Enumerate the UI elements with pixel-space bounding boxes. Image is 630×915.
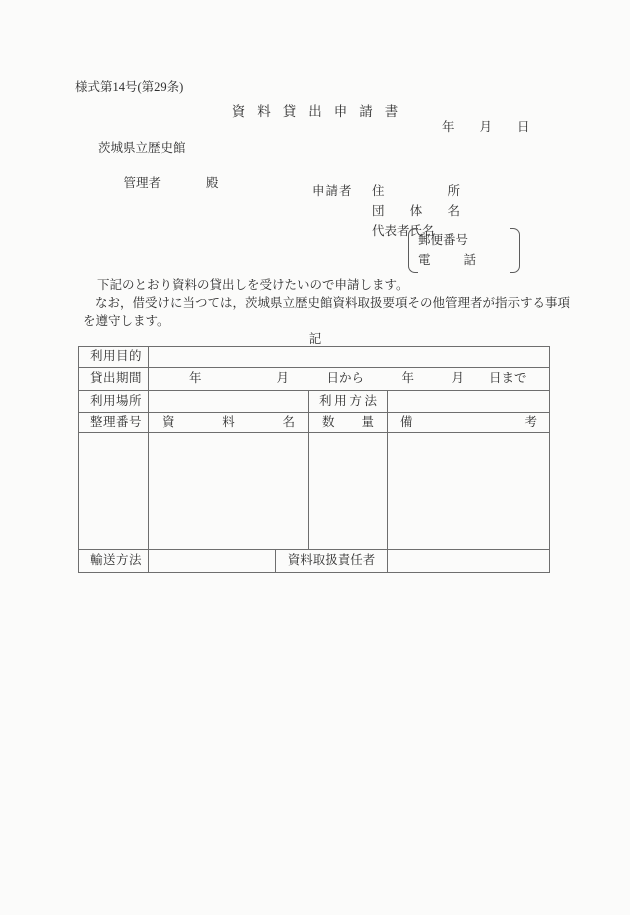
table-header-row — [79, 413, 549, 433]
transport-value-cell — [149, 550, 276, 572]
form-number: 様式第14号(第29条) — [75, 80, 184, 94]
purpose-label-cell: 利用目的 — [79, 347, 149, 367]
body-line-1: 下記のとおり資料の貸出しを受けたいので申請します。 — [97, 278, 409, 292]
material-header-cell: 資料名 — [149, 413, 309, 432]
table-row-period — [79, 368, 549, 391]
handler-label-cell: 資料取扱責任者 — [276, 550, 388, 572]
method-label-cell: 利用方法 — [309, 391, 388, 412]
recipient-org: 茨城県立歴史館 — [98, 141, 186, 155]
address-label: 住所 — [372, 184, 460, 198]
table-body-row — [79, 433, 549, 550]
phone-label: 電話 — [418, 253, 476, 267]
loan-request-table — [78, 346, 550, 573]
serial-body-cell — [79, 433, 149, 549]
form-title: 資料貸出申請書 — [231, 104, 411, 119]
method-value-cell — [388, 391, 549, 412]
serial-header-cell: 整理番号 — [79, 413, 149, 432]
table-row-transport — [79, 550, 549, 572]
quantity-header-cell: 数量 — [309, 413, 388, 432]
period-value-cell: 年 月 日から 年 月 日まで — [189, 371, 527, 385]
left-bracket-icon — [408, 228, 418, 273]
remarks-body-cell — [388, 433, 549, 549]
contact-lines — [418, 230, 510, 270]
place-label-cell: 利用場所 — [79, 391, 149, 412]
recipient-line — [111, 159, 219, 207]
date-line: 年 月 日 — [442, 120, 530, 134]
recipient-honorific: 殿 — [206, 176, 219, 190]
right-bracket-icon — [510, 228, 520, 273]
contact-group — [408, 228, 520, 273]
body-line-2: なお，借受けに当つては，茨城県立歴史館資料取扱要項その他管理者が指示する事項 — [95, 296, 571, 310]
place-value-cell — [149, 391, 309, 412]
remarks-header-cell: 備考 — [400, 415, 537, 429]
recipient-role: 管理者 — [123, 176, 162, 190]
table-row-purpose — [79, 347, 549, 368]
applicant-label: 申請者 — [312, 184, 353, 198]
record-marker: 記 — [308, 332, 322, 346]
transport-label-cell: 輸送方法 — [79, 550, 149, 572]
material-body-cell — [149, 433, 309, 549]
purpose-value-cell — [149, 347, 549, 367]
org-name-label: 団体名 — [372, 204, 460, 218]
handler-value-cell — [388, 550, 549, 572]
quantity-body-cell — [309, 433, 388, 549]
period-label-cell: 貸出期間 — [79, 368, 149, 390]
postal-code-label: 郵便番号 — [418, 233, 469, 247]
body-line-3: を遵守します。 — [83, 314, 170, 328]
representative-label: 代表者氏名 — [372, 224, 435, 238]
table-row-place-method — [79, 391, 549, 413]
